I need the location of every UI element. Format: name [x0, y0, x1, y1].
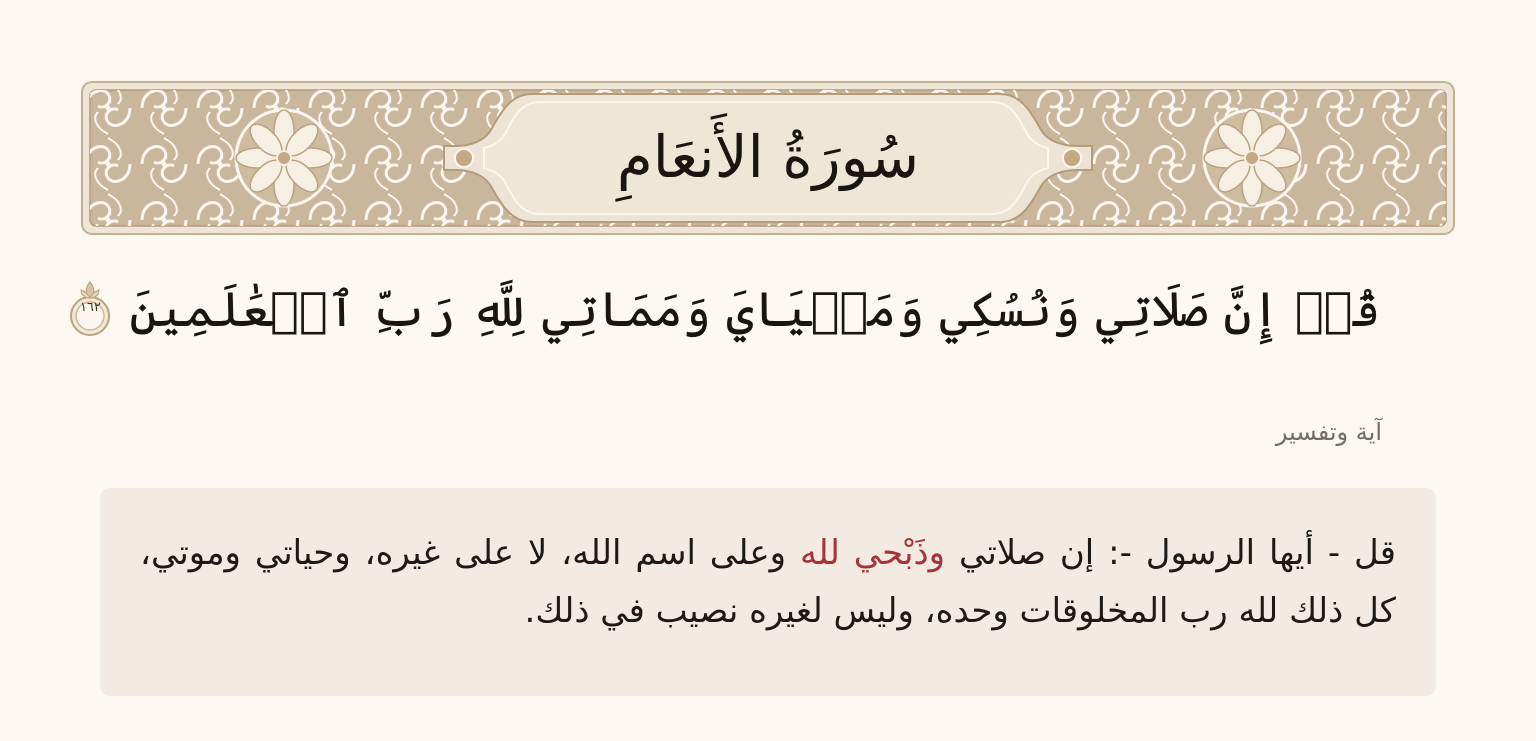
section-label-verse-and-tafsir: آية وتفسير [1275, 418, 1382, 446]
surah-title: سُورَةُ الأَنعَامِ [616, 123, 920, 191]
left-rosette-icon [236, 110, 332, 206]
ayah-marker-icon [65, 276, 115, 346]
tafsir-box [100, 488, 1436, 696]
verse-text: قُلۡ إِنَّ صَلَاتِي وَنُسُكِي وَمَحۡيَايَ وَمَمَاتِي لِلَّهِ رَبِّ ٱلۡعَٰلَمِينَ [129, 282, 1381, 339]
right-rosette-icon [1204, 110, 1300, 206]
verse-line [79, 266, 1381, 356]
ayah-number: ١٦٢ [79, 300, 101, 315]
tafsir-text-part2: وعلى اسم الله، لا على غيره، وحياتي وموتي، كل ذلك لله رب المخلوقات وحده، وليس لغيره نصيب في ذلك. [140, 533, 1396, 631]
tafsir-text-part1: قل - أيها الرسول -: إن صلاتي [945, 533, 1396, 573]
tafsir-highlighted-text: وذَبْحي لله [800, 533, 946, 573]
